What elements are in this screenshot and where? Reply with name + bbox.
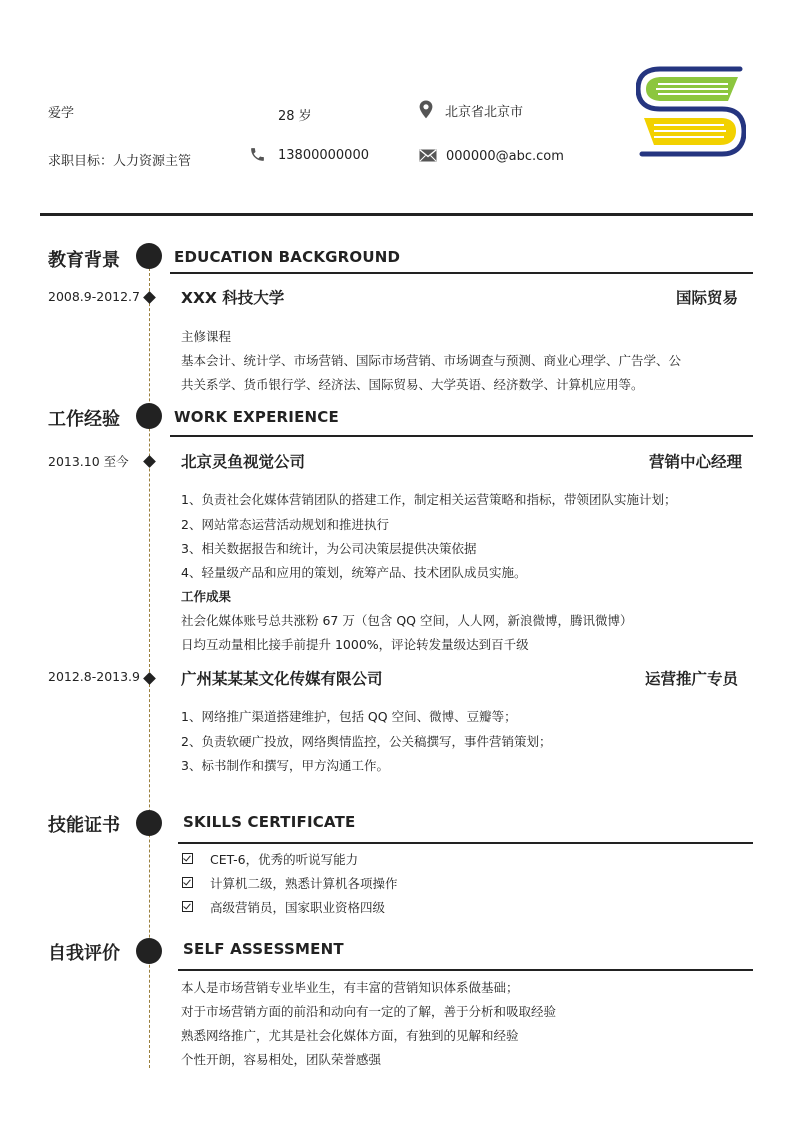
section-subtitle-self: SELF ASSESSMENT [183,940,344,958]
duty-line: 4、轻量级产品和应用的策划，统筹产品、技术团队成员实施。 [181,565,527,580]
major-name: 国际贸易 [675,289,738,307]
results-label: 工作成果 [181,589,232,604]
section-subtitle-skills: SKILLS CERTIFICATE [183,813,356,831]
skill-item: 计算机二级，熟悉计算机各项操作 [210,876,398,891]
skill-item: CET-6，优秀的听说写能力 [210,852,359,867]
section-rule [178,842,753,844]
courses-label: 主修课程 [181,329,232,344]
section-dot [136,938,162,964]
company-name: 北京灵鱼视觉公司 [181,453,306,471]
section-rule [178,969,753,971]
email-address: 000000@abc.com [446,149,564,164]
logo-s-books-icon [636,66,746,158]
candidate-age: 28 岁 [278,109,312,124]
duty-line: 1、负责社会化媒体营销团队的搭建工作，制定相关运营策略和指标，带领团队实施计划； [181,492,677,507]
result-line: 社会化媒体账号总共涨粉 67 万（包含 QQ 空间，人人网，新浪微博，腾讯微博） [181,613,633,628]
duty-line: 2、网站常态运营活动规划和推进执行 [181,517,389,532]
courses-line: 共关系学、货币银行学、经济法、国际贸易、大学英语、经济数学、计算机应用等。 [181,377,644,392]
section-rule [170,435,753,437]
phone-number: 13800000000 [278,148,369,163]
school-name: XXX 科技大学 [181,289,285,307]
phone-icon [249,146,266,163]
location-pin-icon [419,100,433,119]
self-line: 熟悉网络推广，尤其是社会化媒体方面，有独到的见解和经验 [181,1028,519,1043]
section-subtitle-education: EDUCATION BACKGROUND [174,248,401,266]
entry-date: 2013.10 至今 [48,454,129,469]
duty-line: 1、网络推广渠道搭建维护，包括 QQ 空间、微博、豆瓣等； [181,709,517,724]
self-line: 对于市场营销方面的前沿和动向有一定的了解，善于分析和吸取经验 [181,1004,557,1019]
job-objective: 求职目标：人力资源主管 [48,154,192,169]
checkbox-icon [182,853,193,864]
courses-line: 基本会计、统计学、市场营销、国际市场营销、市场调查与预测、商业心理学、广告学、公 [181,353,682,368]
self-line: 本人是市场营销专业毕业生，有丰富的营销知识体系做基础； [181,980,519,995]
timeline-diamond [143,672,156,685]
section-title-self: 自我评价 [48,943,120,964]
section-title-education: 教育背景 [48,250,120,271]
timeline-diamond [143,455,156,468]
section-title-work: 工作经验 [48,409,120,430]
candidate-location: 北京省北京市 [445,105,524,120]
section-dot [136,403,162,429]
company-name: 广州某某某文化传媒有限公司 [181,670,383,688]
mail-icon [419,149,437,162]
position-title: 运营推广专员 [644,670,738,688]
timeline-diamond [143,291,156,304]
self-line: 个性开朗，容易相处，团队荣誉感强 [181,1052,382,1067]
duty-line: 3、标书制作和撰写，甲方沟通工作。 [181,758,389,773]
entry-date: 2012.8-2013.9 [48,669,140,684]
section-rule [170,272,753,274]
position-title: 营销中心经理 [648,453,742,471]
section-subtitle-work: WORK EXPERIENCE [174,408,339,426]
checkbox-icon [182,877,193,888]
result-line: 日均互动量相比接手前提升 1000%，评论转发量级达到百千级 [181,637,529,652]
duty-line: 3、相关数据报告和统计，为公司决策层提供决策依据 [181,541,477,556]
section-title-skills: 技能证书 [48,815,120,836]
header-divider [40,213,753,216]
entry-date: 2008.9-2012.7 [48,289,140,304]
candidate-name: 爱学 [48,106,75,121]
section-dot [136,810,162,836]
skill-item: 高级营销员，国家职业资格四级 [210,900,386,915]
checkbox-icon [182,901,193,912]
duty-line: 2、负责软硬广投放，网络舆情监控，公关稿撰写，事件营销策划； [181,734,552,749]
section-dot [136,243,162,269]
